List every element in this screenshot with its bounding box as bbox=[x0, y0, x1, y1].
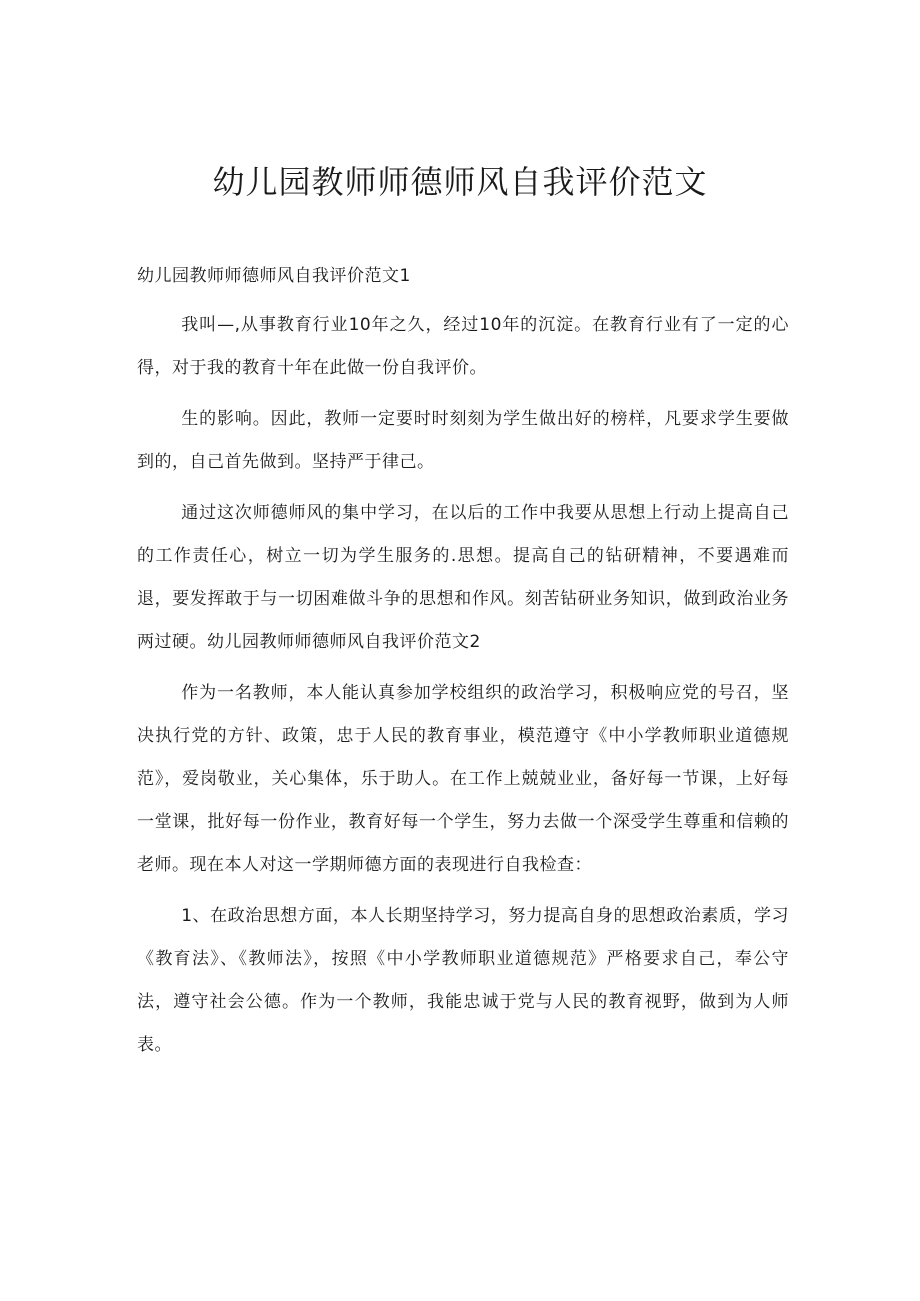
paragraph: 作为一名教师，本人能认真参加学校组织的政治学习，积极响应党的号召，坚决执行党的方针、政策，忠于人民的教育事业，模范遵守《中小学教师职业道德规范》，爱岗敬业，关心集体，乐于助人。在工作上兢兢业业，备好每一节课，上好每一堂课，批好每一份作业，教育好每一个学生，努力去做一个深受学生尊重和信赖的老师。现在本人对这一学期师德方面的表现进行自我检查： bbox=[137, 683, 789, 875]
paragraph: 生的影响。因此，教师一定要时时刻刻为学生做出好的榜样，凡要求学生要做到的，自己首先做到。坚持严于律己。 bbox=[137, 409, 789, 472]
document-body bbox=[137, 256, 789, 1075]
document-title: 幼儿园教师师德师风自我评价范文 bbox=[212, 163, 708, 201]
paragraph: 1、在政治思想方面，本人长期坚持学习，努力提高自身的思想政治素质，学习《教育法》、《教师法》，按照《中小学教师职业道德规范》严格要求自己，奉公守法，遵守社会公德。作为一个教师，我能忠诚于党与人民的教育视野，做到为人师表。 bbox=[137, 906, 789, 1055]
section-heading: 幼儿园教师师德师风自我评价范文1 bbox=[137, 266, 411, 286]
paragraph: 通过这次师德师风的集中学习，在以后的工作中我要从思想上行动上提高自己的工作责任心，树立一切为学生服务的.思想。提高自己的钻研精神，不要遇难而退，要发挥敢于与一切困难做斗争的思想和作风。刻苦钻研业务知识，做到政治业务两过硬。幼儿园教师师德师风自我评价范文2 bbox=[137, 503, 789, 652]
paragraph: 我叫—,从事教育行业10年之久，经过10年的沉淀。在教育行业有了一定的心得，对于我的教育十年在此做一份自我评价。 bbox=[137, 315, 789, 378]
